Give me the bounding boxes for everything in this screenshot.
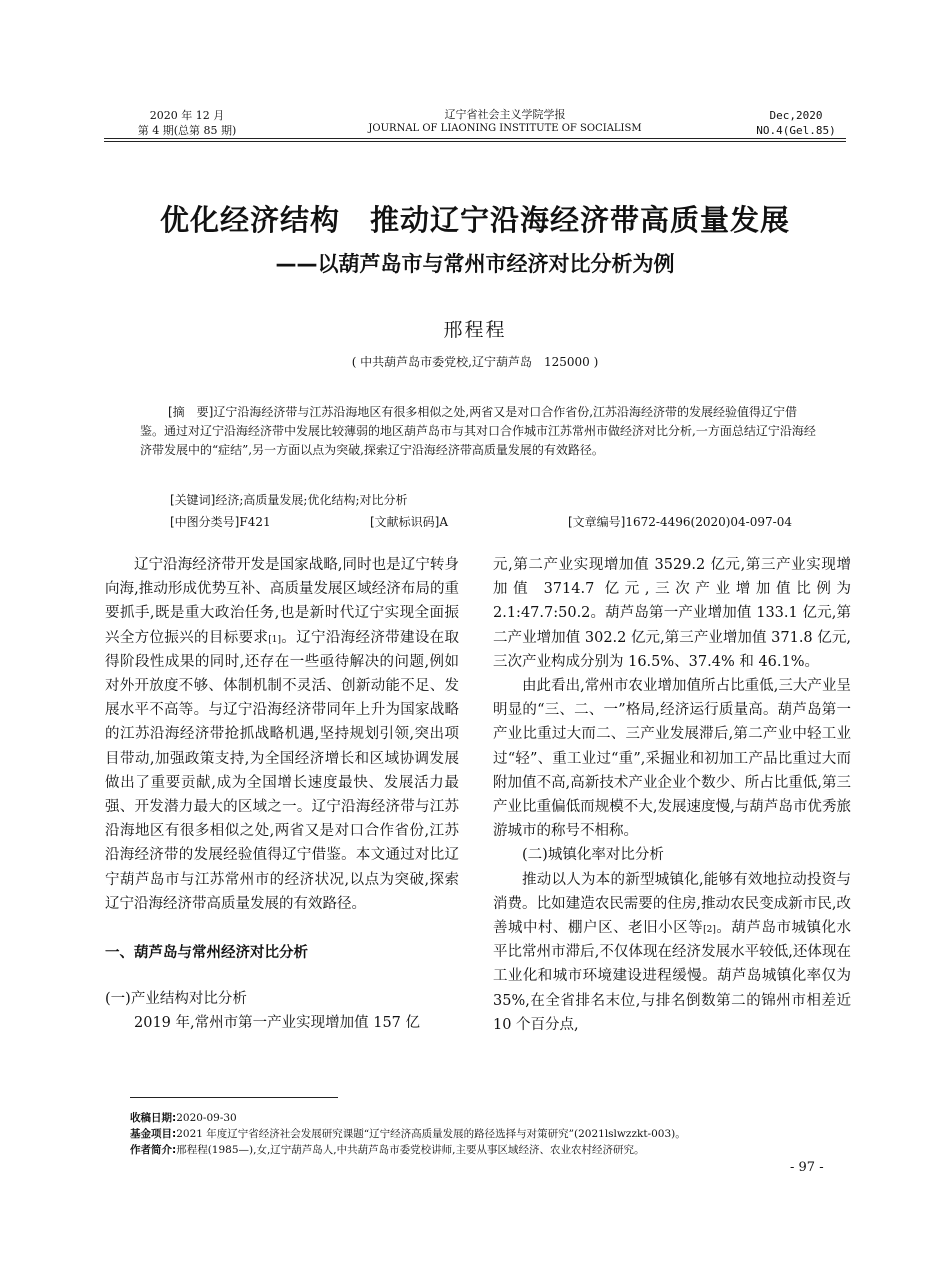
keywords-label: [关键词] (170, 493, 216, 507)
left-paragraph-1 (105, 553, 459, 916)
page-number: - 97 - (790, 1160, 824, 1175)
paper-title: 优化经济结构 推动辽宁沿海经济带高质量发展 (159, 203, 790, 237)
body-column-left (105, 553, 459, 1036)
keywords (170, 491, 816, 510)
author-name: 邢程程 (443, 319, 507, 341)
doc-code-label: [文献标识码] (370, 515, 440, 529)
header-rule-thin (104, 141, 846, 142)
header-center (360, 108, 650, 136)
footnote-fund (130, 1126, 850, 1142)
right-paragraph-3 (493, 868, 851, 1037)
footnote-rule (130, 1097, 338, 1098)
section-heading-1: 一、葫芦岛与常州经济对比分析 (105, 945, 308, 962)
header-rule (104, 138, 846, 139)
header-issue-cn: 第 4 期(总第 85 期) (137, 124, 237, 137)
citation-2: [2] (703, 925, 716, 936)
body-column-right (493, 553, 851, 1037)
citation-1: [1] (268, 634, 281, 645)
article-number-label: [文章编号] (568, 515, 626, 529)
abstract-text: 辽宁沿海经济带与江苏沿海地区有很多相似之处,两省又是对口合作省份,江苏沿海经济带的发展经验值得辽宁借鉴。通过对辽宁沿海经济带中发展比较薄弱的地区葫芦岛市与其对口合作城市江苏常州市做经济对比分析,一方面总结辽宁沿海经济带发展中的“症结”,另一方面以点为突破,探索辽宁沿海经济带高质量发展的有效路径。 (140, 405, 816, 457)
header-left (112, 108, 262, 138)
article-number-text: 1672-4496(2020)04-097-04 (625, 515, 792, 529)
author-bio-text: 邢程程(1985—),女,辽宁葫芦岛人,中共葫芦岛市委党校讲师,主要从事区域经济、农业农村经济研究。 (176, 1144, 645, 1156)
right-p3-part-b: 。葫芦岛市城镇化水平比常州市滞后,不仅体现在经济发展水平较低,还体现在工业化和城市环境建设进程缓慢。葫芦岛城镇化率仅为 35%,在全省排名末位,与排名倒数第二的锦州市相差近 10 个百分点, (493, 920, 852, 1033)
left-p1-part-a: 辽宁沿海经济带开发是国家战略,同时也是辽宁转身向海,推动形成优势互补、高质量发展区域经济布局的重要抓手,既是重大政治任务,也是新时代辽宁实现全面振兴全方位振兴的目标要求 (105, 557, 459, 646)
right-p3-part-a: 推动以人为本的新型城镇化,能够有效地拉动投资与消费。比如建造农民需要的住房,推动农民变成新市民,改善城中村、棚户区、老旧小区等 (493, 871, 851, 937)
classification (170, 513, 271, 532)
right-paragraph-2: 由此看出,常州市农业增加值所占比重低,三大产业呈明显的“三、二、一”格局,经济运行质量高。葫芦岛第一产业比重过大而二、三产业发展滞后,第二产业中轻工业过“轻”、重工业过“重”,采掘业和初加工产品比重过大而附加值不高,高新技术产业企业个数少、所占比重低,第三产业比重偏低而规模不大,发展速度慢,与葫芦岛市优秀旅游城市的称号不相称。 (493, 678, 851, 840)
keywords-text: 经济;高质量发展;优化结构;对比分析 (215, 493, 408, 507)
left-paragraph-2: 2019 年,常州市第一产业实现增加值 157 亿 (134, 1015, 421, 1032)
footnote-author (130, 1142, 850, 1158)
abstract-label: [摘 要] (168, 405, 214, 419)
classification-text: F421 (239, 515, 271, 529)
paper-subtitle: ——以葫芦岛市与常州市经济对比分析为例 (275, 252, 675, 276)
received-date: 2020-09-30 (176, 1112, 237, 1124)
header-journal-cn: 辽宁省社会主义学院学报 (444, 108, 566, 121)
subsection-heading-1: (一)产业结构对比分析 (105, 991, 247, 1008)
abstract (140, 403, 816, 460)
header-date-cn: 2020 年 12 月 (149, 109, 225, 122)
fund-text: 2021 年度辽宁省经济社会发展研究课题“辽宁经济高质量发展的路径选择与对策研究”(2021lslwzzkt-003)。 (176, 1128, 686, 1140)
right-paragraph-1: 元,第二产业实现增加值 3529.2 亿元,第三产业实现增加值 3714.7 亿元,三次产业增加值比例为 2.1:47.7:50.2。葫芦岛第一产业增加值 133.1 亿元,第二产业增加值 302.2 亿元,第三产业增加值 371.8 亿元,三次产业构成分别为 16.5%、37.4% 和 46.1%。 (493, 557, 851, 670)
header-date-en: Dec,2020 (769, 109, 823, 122)
fund-label: 基金项目: (130, 1128, 177, 1140)
header-right (735, 108, 857, 138)
subsection-heading-2: (二)城镇化率对比分析 (522, 847, 664, 864)
article-number (568, 513, 792, 532)
author-bio-label: 作者简介: (130, 1144, 177, 1156)
footnotes (130, 1110, 850, 1158)
author-affiliation: ( 中共葫芦岛市委党校,辽宁葫芦岛 125000 ) (351, 355, 599, 369)
doc-code (370, 513, 448, 532)
left-p1-part-b: 。辽宁沿海经济带建设在取得阶段性成果的同时,还存在一些亟待解决的问题,例如对外开放度不够、体制机制不灵活、创新动能不足、发展水平不高等。与辽宁沿海经济带同年上升为国家战略的江苏沿海经济带抢抓战略机遇,坚持规划引领,突出项目带动,加强政策支持,为全国经济增长和区域协调发展做出了重要贡献,成为全国增长速度最快、发展活力最强、开发潜力最大的区域之一。辽宁沿海经济带与江苏沿海地区有很多相似之处,两省又是对口合作省份,江苏沿海经济带的发展经验值得辽宁借鉴。本文通过对比辽宁葫芦岛市与江苏常州市的经济状况,以点为突破,探索辽宁沿海经济带高质量发展的有效路径。 (105, 629, 460, 912)
header-journal-en: JOURNAL OF LIAONING INSTITUTE OF SOCIALISM (368, 123, 642, 134)
received-label: 收稿日期: (130, 1112, 177, 1124)
doc-code-text: A (439, 515, 449, 529)
classification-label: [中图分类号] (170, 515, 240, 529)
footnote-received (130, 1110, 850, 1126)
header-issue-en: NO.4(Gel.85) (756, 124, 836, 137)
